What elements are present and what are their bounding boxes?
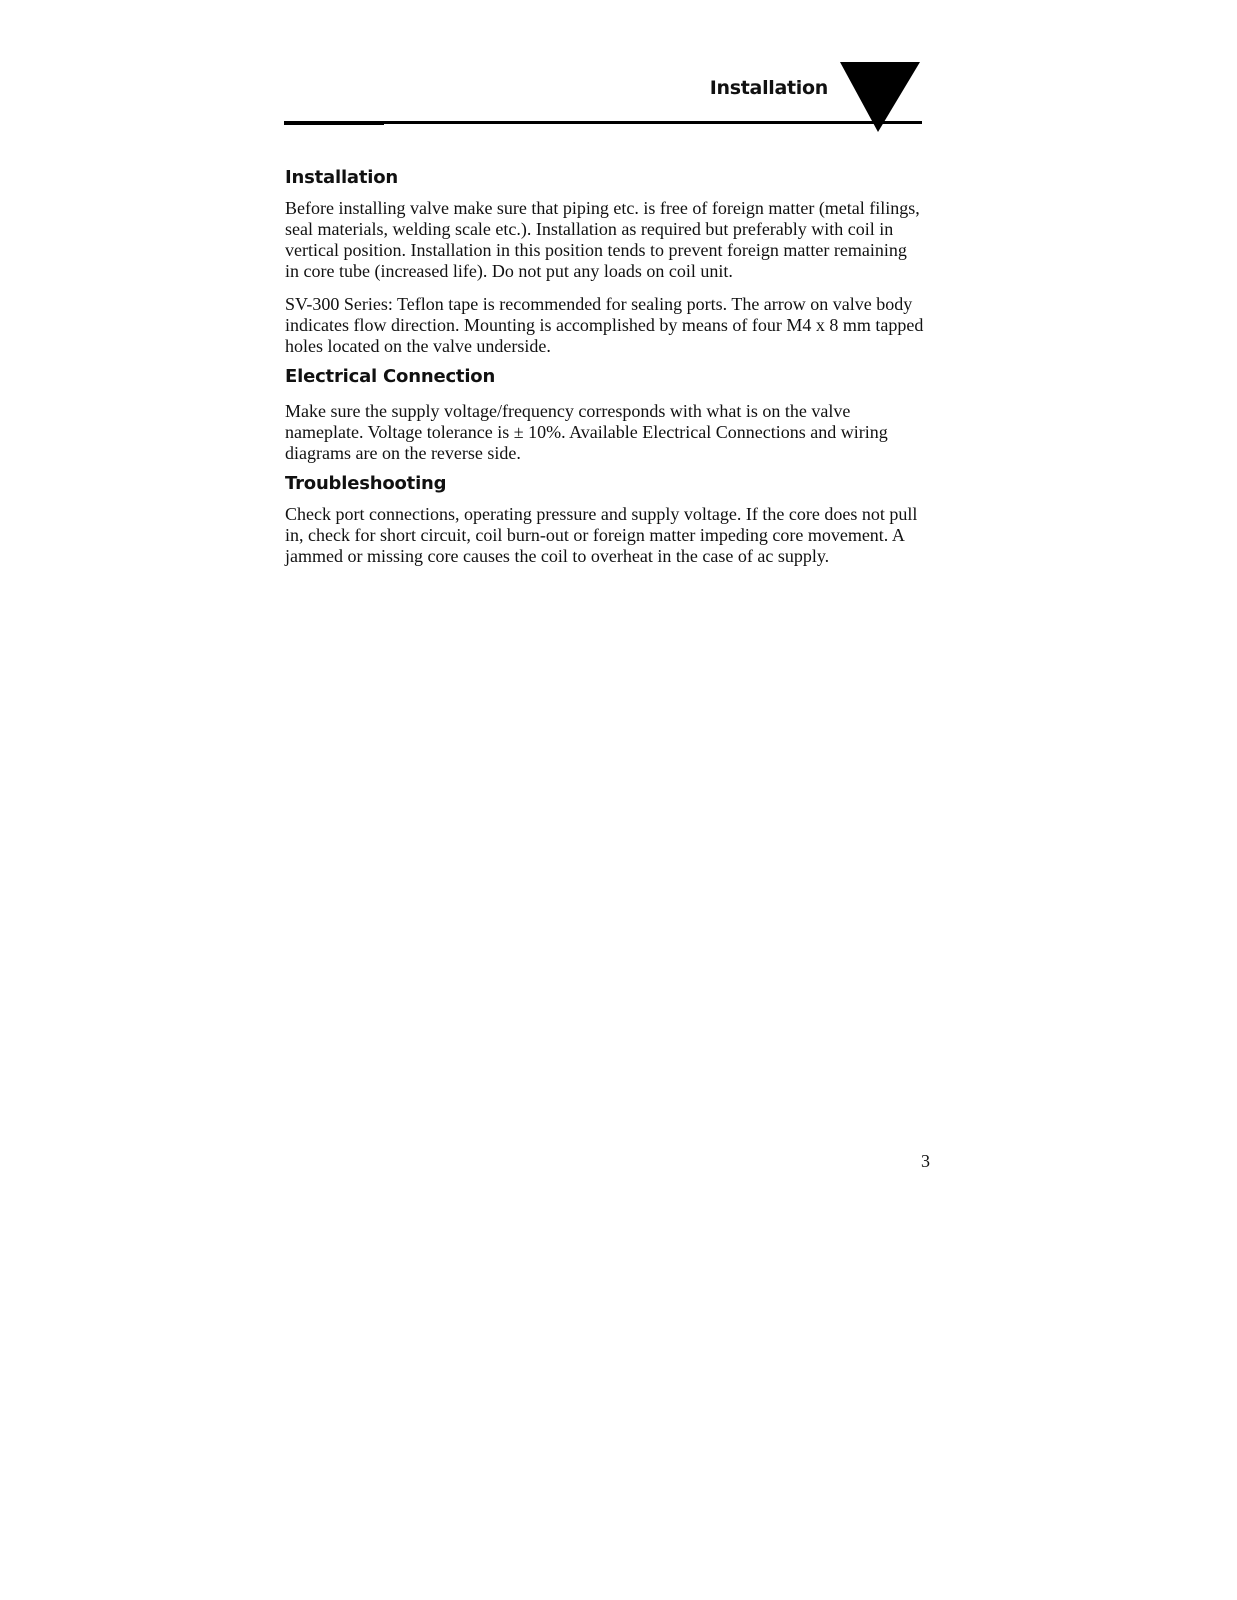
- paragraph: Before installing valve make sure that piping etc. is free of foreign matter (metal filings, seal materials, welding scale etc.). Installation as required but preferably with coil in vertical position. Installation in this position tends to prevent foreign matter remaining in core tube (increased life). Do not put any loads on coil unit.: [285, 198, 920, 281]
- section-heading: Troubleshooting: [285, 473, 447, 494]
- page-number: 3: [921, 1151, 930, 1171]
- section-heading: Installation: [285, 167, 399, 188]
- paragraph: Make sure the supply voltage/frequency corresponds with what is on the valve nameplate. Voltage tolerance is ± 10%. Available Electrical Connections and wiring diagrams are on the reverse side.: [285, 401, 888, 463]
- section-troubleshooting: [285, 472, 925, 567]
- section-heading: Electrical Connection: [285, 366, 496, 387]
- running-header-title: Installation: [709, 77, 828, 99]
- section-electrical-connection: [285, 365, 925, 464]
- section-installation: [285, 166, 925, 357]
- paragraph: SV-300 Series: Teflon tape is recommended for sealing ports. The arrow on valve body indicates flow direction. Mounting is accomplished by means of four M4 x 8 mm tapped holes located on the valve underside.: [285, 294, 924, 356]
- paragraph: Check port connections, operating pressure and supply voltage. If the core does not pull in, check for short circuit, coil burn-out or foreign matter impeding core movement. A jammed or missing core causes the coil to overheat in the case of ac supply.: [285, 504, 918, 566]
- header-rule-thin: [284, 124, 384, 125]
- document-body: [285, 166, 925, 579]
